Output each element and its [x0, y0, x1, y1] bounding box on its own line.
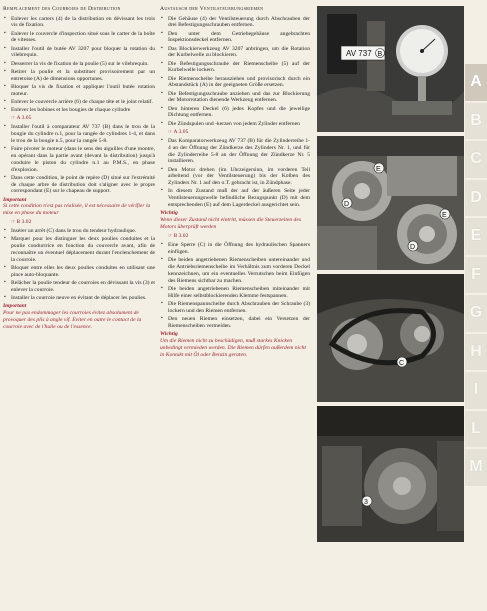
- warning-heading: Wichtig: [160, 330, 178, 337]
- tab-d[interactable]: D: [465, 180, 487, 217]
- list-item: ▪ Enlever le couvercle arrière (6) de chaque tête et le joint relatif.: [3, 99, 155, 106]
- list-item: ▪ Enlever les bobines et les bougies de chaque cylindre: [3, 107, 155, 114]
- german-steps-2: [160, 138, 310, 209]
- list-item: ▪ Den Motor drehen (im Uhrzeigersinn, im vorderen Teil arbeitend (vor der Ventilsteuerung) bis der Kolben des Zylinders Nr. 1 auf den o.T. gebracht ist, in Zündphase.: [160, 167, 310, 188]
- cross-reference[interactable]: ☞A 3.05: [11, 114, 32, 121]
- list-item: ▪ Enlever le couvercle d'inspection situé sous le carter de la boîte de vitesses.: [3, 31, 155, 45]
- tab-m[interactable]: M: [465, 449, 487, 486]
- german-title: Austausch der Ventilsteuerungsriemen: [160, 6, 264, 12]
- photo-label: E: [376, 166, 381, 173]
- tab-h[interactable]: H: [465, 334, 487, 371]
- french-steps-3: [3, 228, 155, 302]
- arrow-right-icon: ☞: [168, 234, 173, 240]
- list-item: ▪ Die Zündspulen und -kerzen von jedem Zylinder entfernen: [160, 121, 310, 128]
- list-item: ▪ Die Riemenspannscheibe durch Abschrauben der Schraube (3) lockern und den Riemen entfernen.: [160, 301, 310, 315]
- photo-label: C: [399, 360, 405, 367]
- list-item: ▪ Dans cette condition, le point de repère (D) situé sur l'extrémité de chaque arbre de distribution doit s'aligner avec le propre correspondant (E) sur le chapeau de support.: [3, 175, 155, 196]
- cross-reference[interactable]: ☞A 3.05: [168, 128, 189, 135]
- arrow-right-icon: ☞: [168, 129, 173, 135]
- list-item: ▪ Bloquer la vis de fixation et appliquer l'outil butée rotation moteur.: [3, 84, 155, 98]
- list-item: ▪ Das Komparatorwerkzeug AV 737 (B) für die Zylinderreihe 1-4 an der Öffnung der Zündkerze des Zylinders Nr. 1, und für die Zylinderreihe 5-8 an der Öffnung der Zündkerze Nr. 5 installieren.: [160, 138, 310, 166]
- list-item: ▪ Desserrer la vis de fixation de la poulie (5) sur le vilebrequin.: [3, 61, 155, 68]
- list-item: ▪ Installer la courroie neuve en évitant de déplacer les poulies.: [3, 295, 155, 302]
- warning-note: [3, 197, 155, 218]
- arrow-right-icon: ☞: [11, 220, 16, 226]
- list-item: ▪ Installer l'outil de butée AV 3207 pour bloquer la rotation du vilebrequin.: [3, 46, 155, 60]
- list-item: ▪ Den neuen Riemen einsetzen, dabei ein Versetzen der Riemenscheiben vermeiden.: [160, 316, 310, 330]
- photo-engine-front: [317, 406, 464, 542]
- list-item: ▪ Die Befestigungsschraube der Riemenscheibe (5) auf der Kurbelwelle lockern.: [160, 61, 310, 75]
- list-item: ▪ Relâcher la poulie tendeur de courroies en dévissant la vis (3) et enlever la courroie.: [3, 280, 155, 294]
- french-steps-2: [3, 124, 155, 195]
- photo-label: AV 737: [346, 49, 372, 58]
- warning-note: [3, 303, 155, 331]
- french-title: Remplacement des Courroies de Distribution: [3, 6, 121, 12]
- warning-text: Wenn dieser Zustand nicht eintritt, müssen die Steuerzeiten des Motors überprüft werden: [160, 217, 302, 231]
- list-item: ▪ In diesem Zustand muß der auf der äußeren Seite jeder Ventilsteuerungswelle befindliche Bezugspunkt (D) mit dem entsprechenden (E) auf dem Lagerdeckel ausgerichtet sein.: [160, 188, 310, 209]
- warning-text: Si cette condition n'est pas réalisée, il est nécessaire de vérifier la mise en phase du moteur: [3, 203, 151, 217]
- list-item: ▪ Die Riemenscheibe herausziehen und provisorisch durch ein Abstandstück (A) in der geeigneten Größe ersetzen.: [160, 76, 310, 90]
- list-item: ▪ Den unter dem Getriebegehäuse angebrachten Inspektionsdeckel entfernen.: [160, 31, 310, 45]
- warning-heading: Important: [3, 196, 27, 203]
- list-item: ▪ Die Befestigungsschraube anziehen und das zur Blockierung der Motorrotation dienende Werkzeug entfernen.: [160, 91, 310, 105]
- warning-text: Pour ne pas endommager les courroies évitez absolument de provoquer des plis à angle vif. Eviter en outre le contact de la courroie avec de l'huile ou de l'essence.: [3, 310, 142, 331]
- photo-label: 3: [364, 499, 368, 506]
- german-column: [160, 6, 310, 361]
- list-item: ▪ Eine Sperre (C) in die Öffnung des hydraulischen Spanners einfügen.: [160, 242, 310, 256]
- tab-c[interactable]: C: [465, 141, 487, 178]
- tab-a[interactable]: A: [465, 64, 487, 101]
- tab-e[interactable]: E: [465, 218, 487, 255]
- list-item: ▪ Die Gehäuse (4) der Ventilsteuerung durch Abschrauben der drei Befestigungsschrauben entfernen.: [160, 16, 310, 30]
- list-item: ▪ Retirer la poulie et la substituer provisoirement par un entretoise (A) de dimensions opportunes.: [3, 69, 155, 83]
- german-steps-3: [160, 242, 310, 330]
- list-item: ▪ Den hinteren Deckel (6) jedes Kopfes und die jeweilige Dichtung entfernen.: [160, 106, 310, 120]
- warning-note: [160, 331, 310, 359]
- photo-comparator-tool: [317, 6, 464, 132]
- list-item: ▪ Installer l'outil à comparateur AV 737 (B) dans le trou de la bougie du cylindre n.1, pour la rangée de cylindres 1-4, et dans le trou de la bougie n.5, pour la rangée 5-8.: [3, 124, 155, 145]
- french-column: [3, 6, 155, 333]
- list-item: ▪ Die beiden angetriebenen Riemenscheiben untereinander und die Antriebsriemenscheibe im Verhältnis zum vorderen Deckel kennzeichnen, um ein eventuelles Verrutschen beim Einfügen des Riemens sichtbar zu machen.: [160, 257, 310, 285]
- list-item: ▪ Enlever les carters (4) de la distribution en dévissant les trois vis de fixation.: [3, 16, 155, 30]
- photo-belt-image: [317, 274, 464, 402]
- cross-reference[interactable]: ☞B 3.02: [11, 219, 32, 226]
- tab-g[interactable]: G: [465, 295, 487, 332]
- photo-comparator-image: [317, 6, 464, 132]
- list-item: ▪ Die beiden angetriebenen Riemenscheiben miteinander mit Hilfe einer selbstblockierenden Klemme festspannen.: [160, 286, 310, 300]
- photo-engine-image: [317, 406, 464, 542]
- list-item: ▪ Bloquer entre elles les deux poulies conduites en utilisant une pince auto-bloquante.: [3, 265, 155, 279]
- warning-heading: Wichtig: [160, 210, 178, 217]
- photo-label: D: [410, 244, 416, 251]
- photo-camshaft-marks: [317, 136, 464, 270]
- photo-label: D: [344, 201, 350, 208]
- german-steps-1: [160, 16, 310, 128]
- section-tabs: [465, 64, 487, 488]
- list-item: ▪ Marquer pour les distinguer les deux poulies conduites et la poulie conductrice en fonction du couvercle avant, afin de reconnaître un éventuel déplacement durant l'enclenchement de la courroie.: [3, 236, 155, 264]
- photo-belt-tensioner: [317, 274, 464, 402]
- list-item: ▪ Faire pivoter le moteur (dans le sens des aiguilles d'une montre, en opérant dans la partie avant (devant la distribution) jusqu'à conduire le piston du cylindre n.1 au P.M.S., en phase d'explosion.: [3, 146, 155, 174]
- warning-text: Um die Riemen nicht zu beschädigen, muß starkes Knicken unbedingt vermieden werden. Die Riemen dürfen außerdem nicht in Kontakt mit Öl oder Benzin geraten.: [160, 337, 306, 358]
- warning-note: [160, 210, 310, 231]
- french-steps-1: [3, 16, 155, 114]
- cross-reference[interactable]: ☞B 3.02: [168, 233, 189, 240]
- tab-i[interactable]: I: [465, 372, 487, 409]
- photo-label: E: [442, 212, 447, 219]
- list-item: ▪ Insérer un arrêt (C) dans le trou du tendeur hydraulique.: [3, 228, 155, 235]
- warning-heading: Important: [3, 303, 27, 310]
- list-item: ▪ Das Blockierwerkzeug AV 3207 anbringen, um die Rotation der Kurbelwelle zu blockieren.: [160, 46, 310, 60]
- tab-l[interactable]: L: [465, 411, 487, 448]
- tab-b[interactable]: B: [465, 103, 487, 140]
- tab-f[interactable]: F: [465, 257, 487, 294]
- photo-label: B: [377, 51, 383, 58]
- photo-camshaft-image: [317, 136, 464, 270]
- arrow-right-icon: ☞: [11, 115, 16, 121]
